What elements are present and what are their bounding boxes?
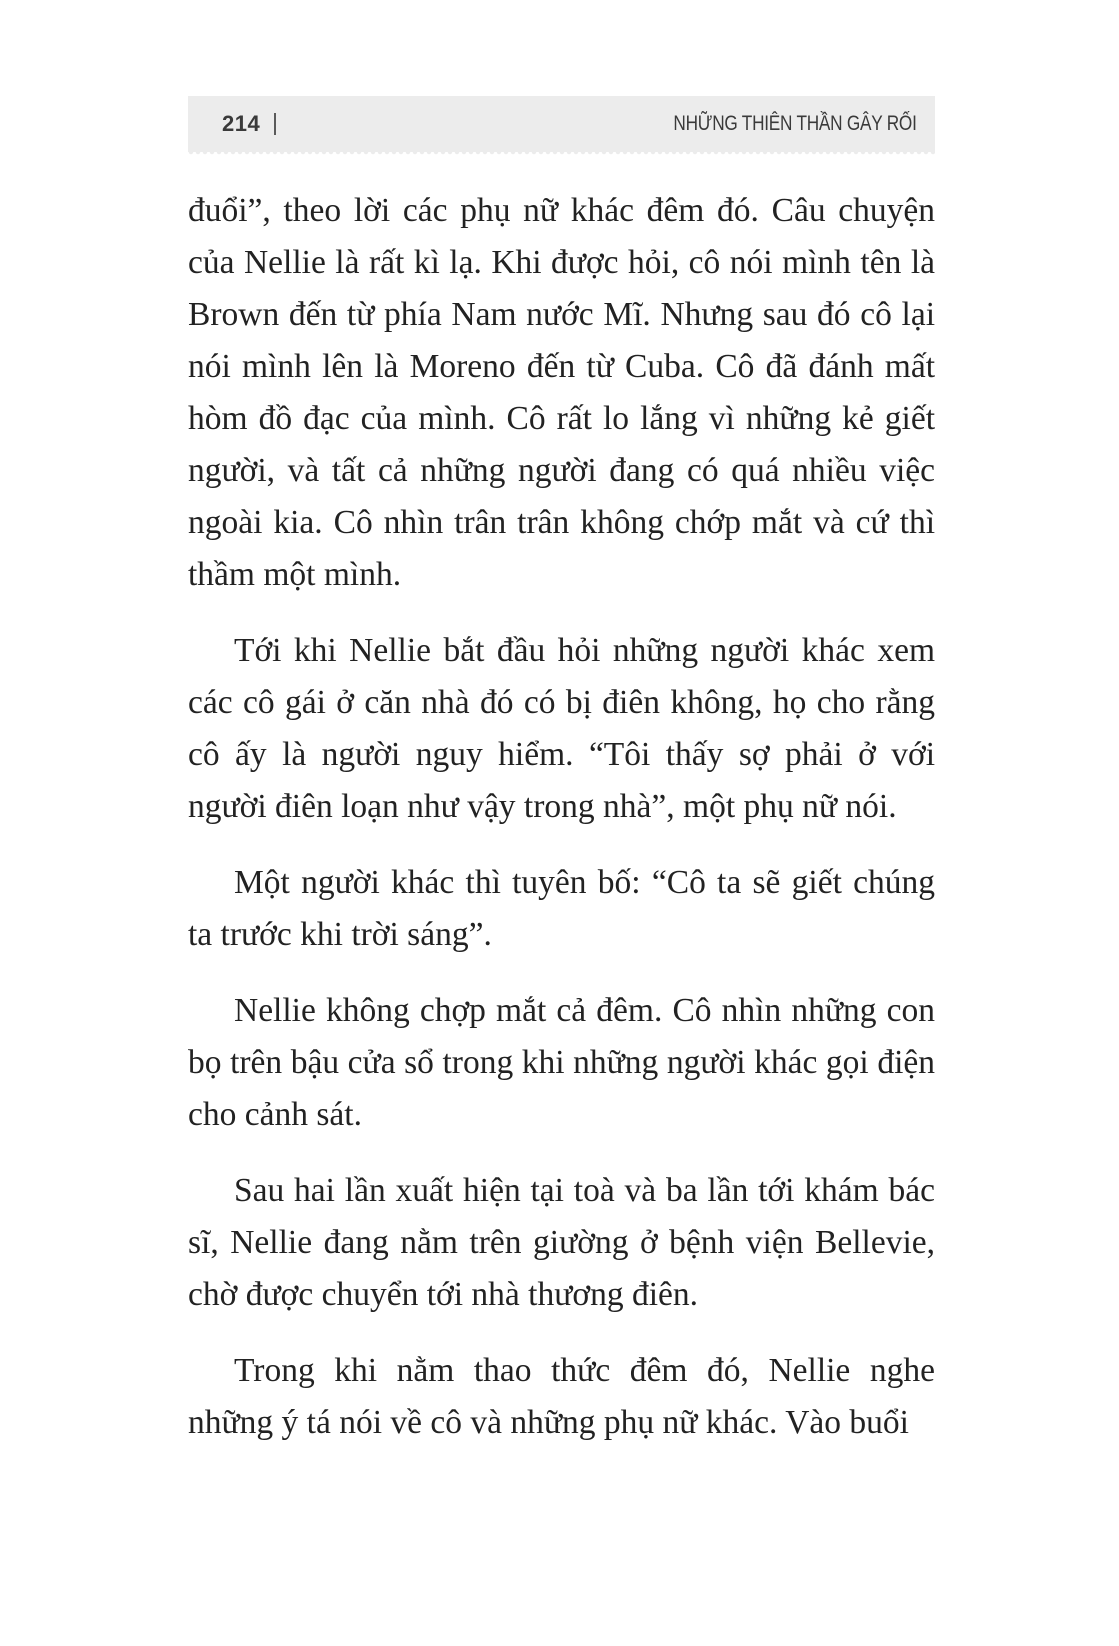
header-separator [274,113,276,135]
header-left [222,111,276,137]
book-title: NHỮNG THIÊN THẦN GÂY RỐI [673,112,917,135]
running-header [188,96,935,152]
paragraph: Tới khi Nellie bắt đầu hỏi những người khác xem các cô gái ở căn nhà đó có bị điên không, họ cho rằng cô ấy là người nguy hiểm. “Tôi thấy sợ phải ở với người điên loạn như vậy trong nhà”, một phụ nữ nói. [188,632,935,825]
paragraph-continuation: đuổi”, theo lời các phụ nữ khác đêm đó. Câu chuyện của Nellie là rất kì lạ. Khi được hỏi, cô nói mình tên là Brown đến từ phía Nam nước Mĩ. Nhưng sau đó cô lại nói mình lên là Moreno đến từ Cuba. Cô đã đánh mất hòm đồ đạc của mình. Cô rất lo lắng vì những kẻ giết người, và tất cả những người đang có quá nhiều việc ngoài kia. Cô nhìn trân trân không chớp mắt và cứ thì thầm một mình. [188,192,935,593]
page-body [188,185,935,1473]
paragraph: Nellie không chợp mắt cả đêm. Cô nhìn những con bọ trên bậu cửa sổ trong khi những người khác gọi điện cho cảnh sát. [188,992,935,1133]
paragraph: Một người khác thì tuyên bố: “Cô ta sẽ giết chúng ta trước khi trời sáng”. [188,864,935,953]
paragraph: Sau hai lần xuất hiện tại toà và ba lần tới khám bác sĩ, Nellie đang nằm trên giường ở bệnh viện Bellevie, chờ được chuyển tới nhà thương điên. [188,1172,935,1313]
paragraph: Trong khi nằm thao thức đêm đó, Nellie nghe những ý tá nói về cô và những phụ nữ khác. Vào buổi [188,1352,935,1441]
page-number: 214 [222,111,261,136]
